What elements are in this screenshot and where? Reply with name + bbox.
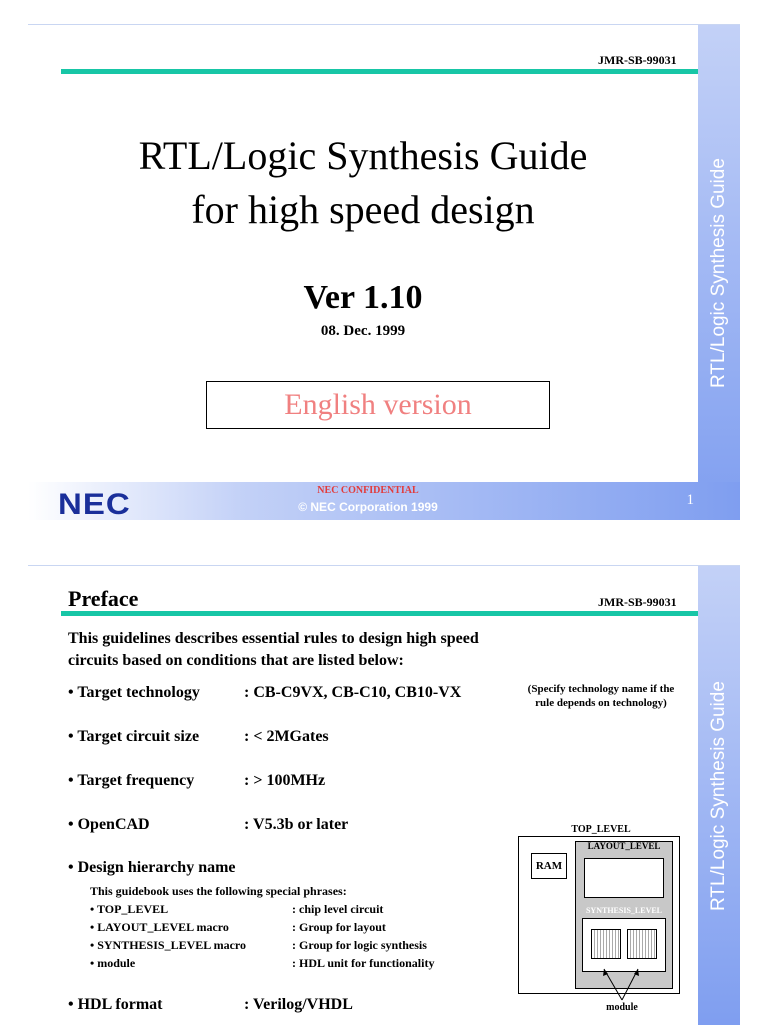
- doc-number: JMR-SB-99031: [598, 595, 677, 609]
- technology-note-line-2: rule depends on technology): [535, 697, 667, 709]
- module-label: module: [606, 1002, 638, 1013]
- term-name: • TOP_LEVEL: [90, 902, 169, 916]
- hierarchy-diagram: [516, 824, 692, 1024]
- layout-level-label: LAYOUT_LEVEL: [587, 841, 661, 851]
- version-label: Ver 1.10: [303, 279, 423, 316]
- condition-value: : CB-C9VX, CB-C10, CB10-VX: [244, 684, 462, 701]
- page-title: [28, 129, 698, 237]
- edition-box: English version: [206, 381, 550, 429]
- term-row: [90, 956, 435, 971]
- copyright-label: © NEC Corporation 1999: [298, 500, 438, 514]
- slide-title-page: [28, 24, 740, 520]
- technology-note: [508, 682, 694, 710]
- hierarchy-intro: This guidebook uses the following special phrases:: [90, 884, 347, 898]
- condition-label: • HDL format: [68, 996, 163, 1013]
- header-rule: [61, 611, 740, 616]
- sidebar-title: RTL/Logic Synthesis Guide: [708, 680, 729, 911]
- technology-note-line-1: (Specify technology name if the: [527, 683, 675, 695]
- term-definition: : Group for logic synthesis: [292, 938, 427, 952]
- slide-footer: [28, 482, 740, 520]
- term-name: • SYNTHESIS_LEVEL macro: [90, 938, 247, 952]
- term-definition: : Group for layout: [292, 920, 386, 934]
- condition-label: • Target technology: [68, 684, 200, 701]
- synthesis-level-label: SYNTHESIS_LEVEL: [585, 906, 663, 915]
- term-name: • module: [90, 956, 136, 970]
- title-line-1: RTL/Logic Synthesis Guide: [138, 133, 588, 178]
- term-row: [90, 902, 384, 917]
- term-definition: : HDL unit for functionality: [292, 956, 435, 970]
- intro-text: [68, 628, 568, 672]
- term-name: • LAYOUT_LEVEL macro: [90, 920, 229, 934]
- ram-box: RAM: [531, 853, 567, 879]
- header-rule: [61, 69, 740, 74]
- condition-label: • OpenCAD: [68, 816, 150, 833]
- slide-preface: [28, 565, 740, 1025]
- condition-value: : > 100MHz: [244, 772, 326, 789]
- sidebar-band: [698, 25, 740, 520]
- title-line-2: for high speed design: [191, 187, 535, 232]
- page-number: 1: [686, 492, 694, 508]
- term-row: [90, 938, 427, 953]
- term-row: [90, 920, 386, 935]
- doc-number: JMR-SB-99031: [598, 53, 677, 67]
- term-definition: : chip level circuit: [292, 902, 384, 916]
- confidential-label: NEC CONFIDENTIAL: [317, 485, 419, 496]
- module-pointer-arrows: [516, 824, 692, 1024]
- condition-value: : < 2MGates: [244, 728, 329, 745]
- condition-label: • Target frequency: [68, 772, 195, 789]
- condition-label: • Target circuit size: [68, 728, 200, 745]
- intro-line-1: This guidelines describes essential rules to design high speed: [68, 630, 479, 647]
- preface-title: Preface: [68, 586, 139, 611]
- sidebar-title: RTL/Logic Synthesis Guide: [708, 157, 729, 388]
- nec-logo: NEC: [58, 486, 131, 521]
- condition-value: : Verilog/VHDL: [244, 996, 353, 1013]
- condition-label: • Design hierarchy name: [68, 859, 236, 876]
- condition-value: : V5.3b or later: [244, 816, 349, 833]
- intro-line-2: circuits based on conditions that are listed below:: [68, 652, 404, 669]
- top-level-label: TOP_LEVEL: [571, 824, 631, 835]
- sidebar-band: [698, 566, 740, 1025]
- release-date: 08. Dec. 1999: [320, 323, 406, 339]
